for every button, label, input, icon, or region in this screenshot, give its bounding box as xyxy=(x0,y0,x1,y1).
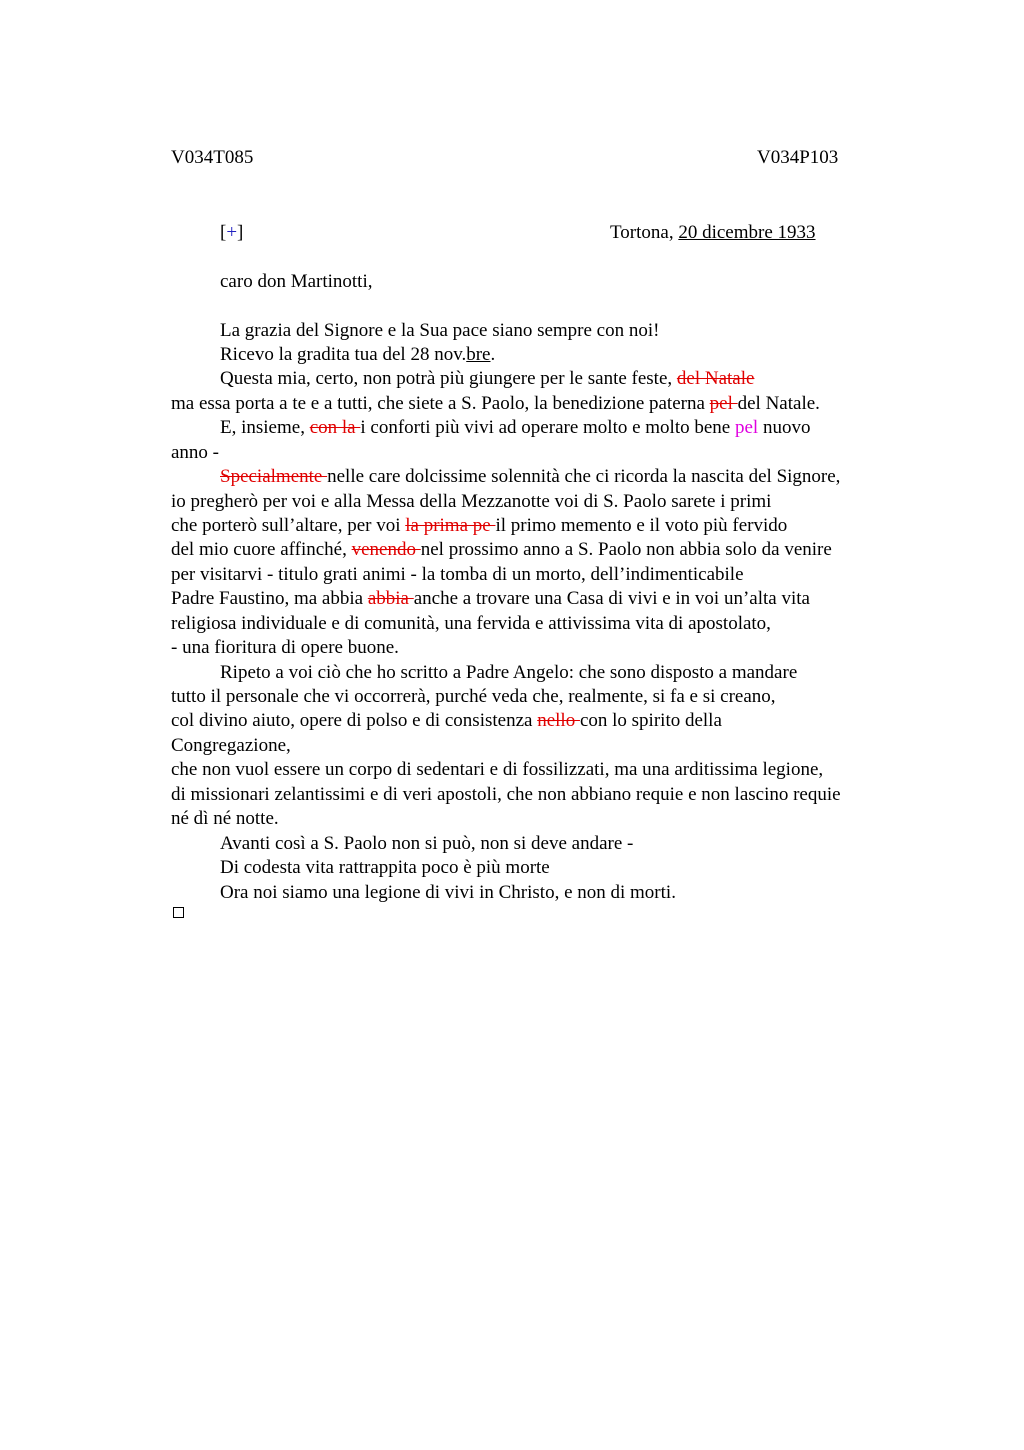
text-run: i conforti più vivi ad operare molto e molto bene xyxy=(360,417,735,438)
deleted-text: nello xyxy=(537,710,580,731)
body-line-3 xyxy=(220,367,754,391)
deleted-text: con la xyxy=(309,417,361,438)
body-line-6: anno - xyxy=(171,442,220,463)
body-line-23: Di codesta vita rattrappita poco è più morte xyxy=(220,857,550,878)
body-line-11: per visitarvi - titulo grati animi - la tomba di un morto, dell’indimenticabile xyxy=(171,564,744,585)
letter-date: 20 dicembre 1933 xyxy=(678,222,816,243)
deleted-text: abbia xyxy=(367,588,414,609)
marker-plus: + xyxy=(226,222,238,243)
deleted-text: venendo xyxy=(351,539,421,560)
body-line-20: di missionari zelantissimi e di veri apostoli, che non abbiano requie e non lascino requie xyxy=(171,784,841,805)
text-run: E, insieme, xyxy=(220,417,310,438)
text-run: ma essa porta a te e a tutti, che siete a S. Paolo, la benedizione paterna xyxy=(171,393,710,414)
text-run: il primo memento e il voto più fervido xyxy=(495,515,788,536)
body-line-19: che non vuol essere un corpo di sedentari e di fossilizzati, ma una arditissima legione, xyxy=(171,759,824,780)
body-line-15: Ripeto a voi ciò che ho scritto a Padre Angelo: che sono disposto a mandare xyxy=(220,662,798,683)
text-run: nel prossimo anno a S. Paolo non abbia solo da venire xyxy=(420,539,832,560)
deleted-text: del Natale xyxy=(676,368,755,389)
deleted-text: la prima pe xyxy=(405,515,496,536)
body-line-9 xyxy=(171,514,787,538)
text-run: del Natale. xyxy=(737,393,820,414)
body-line-5 xyxy=(220,416,810,440)
text-run: Padre Faustino, ma abbia xyxy=(171,588,368,609)
text-run: col divino aiuto, opere di polso e di consistenza xyxy=(171,710,538,731)
body-line-1: La grazia del Signore e la Sua pace siano sempre con noi! xyxy=(220,320,660,341)
text-run: del mio cuore affinché, xyxy=(171,539,352,560)
body-line-22: Avanti così a S. Paolo non si può, non si deve andare - xyxy=(220,833,634,854)
body-line-10 xyxy=(171,538,832,562)
body-line-14: - una fioritura di opere buone. xyxy=(171,637,399,658)
editorial-marker xyxy=(220,221,243,245)
text-run: con lo spirito della xyxy=(579,710,722,731)
underlined-abbrev: bre xyxy=(466,344,491,365)
text-run: che porterò sull’altare, per voi xyxy=(171,515,406,536)
deleted-text: Specialmente xyxy=(220,466,328,487)
body-line-16: tutto il personale che vi occorrerà, purché veda che, realmente, si fa e si creano, xyxy=(171,686,776,707)
inserted-text: pel xyxy=(734,417,759,438)
marker-close: ] xyxy=(237,222,244,243)
body-line-2 xyxy=(220,343,495,367)
text-run: Questa mia, certo, non potrà più giungere per le sante feste, xyxy=(220,368,677,389)
body-line-24: Ora noi siamo una legione di vivi in Christo, e non di morti. xyxy=(220,882,676,903)
text-run: nelle care dolcissime solennità che ci ricorda la nascita del Signore, xyxy=(327,466,841,487)
header-left-code: V034T085 xyxy=(171,147,254,168)
text-run: Ricevo la gradita tua del 28 nov. xyxy=(220,344,467,365)
marker-open: [ xyxy=(220,222,227,243)
body-line-17 xyxy=(171,709,722,733)
body-line-4 xyxy=(171,392,820,416)
letter-place: Tortona, xyxy=(610,222,679,243)
body-line-7 xyxy=(220,465,840,489)
body-line-12 xyxy=(171,587,810,611)
body-line-21: né dì né notte. xyxy=(171,808,279,829)
letter-dateline xyxy=(610,221,816,245)
letter-salutation: caro don Martinotti, xyxy=(220,271,373,292)
text-run: anche a trovare una Casa di vivi e in voi un’alta vita xyxy=(413,588,810,609)
body-line-8: io pregherò per voi e alla Messa della Mezzanotte voi di S. Paolo sarete i primi xyxy=(171,491,772,512)
body-line-18: Congregazione, xyxy=(171,735,291,756)
deleted-text: pel xyxy=(709,393,738,414)
text-run: . xyxy=(490,344,496,365)
end-square-icon xyxy=(173,907,184,918)
text-run: nuovo xyxy=(758,417,811,438)
header-right-code: V034P103 xyxy=(757,147,839,168)
body-line-13: religiosa individuale e di comunità, una fervida e attivissima vita di apostolato, xyxy=(171,613,771,634)
